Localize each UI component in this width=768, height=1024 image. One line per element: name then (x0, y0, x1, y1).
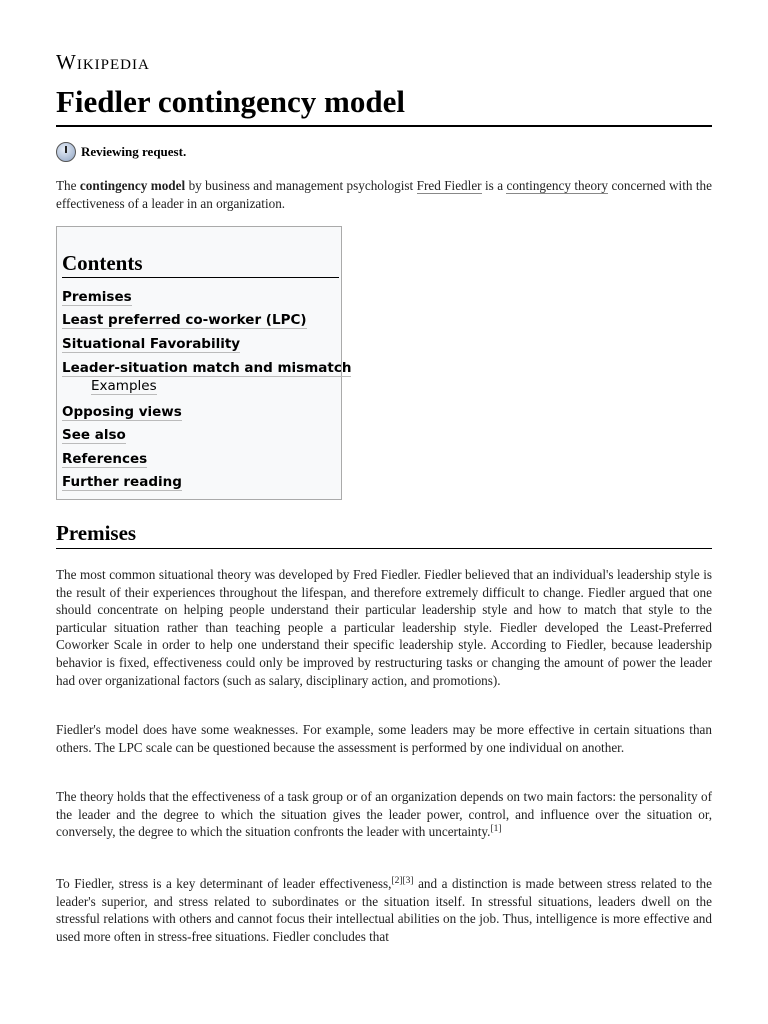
intro-text: by business and management psychologist (185, 178, 417, 193)
paragraph-text: and a distinction is made between stress related to the leader's superior, and stress related to subordinates or the situation itself. In stressful situations, leaders dwell on the stressful relations with others and cannot focus their intellectual abilities on the job. Thus, intelligence is more effective and used more often in stress-free situations. Fiedler concludes that (56, 876, 712, 944)
intro-bold-term: contingency model (79, 178, 186, 193)
section-heading-premises: Premises (56, 521, 137, 545)
citation-1[interactable]: [1] (490, 824, 502, 835)
paragraph-text: The theory holds that the effectiveness of a task group or of an organization depends on two main factors: the personality of the leader and the degree to which the situation gives the leader power, control, and influence over the situation or, conversely, the degree to which the situation confronts the leader with uncertainty. (56, 789, 712, 840)
table-of-contents (56, 226, 352, 500)
toc-item-opposing-views[interactable]: Opposing views (62, 404, 182, 420)
premises-paragraph-1: The most common situational theory was developed by Fred Fiedler. Fiedler believed that an individual's leadership style is the result of their experiences throughout the lifespan, and therefore extremely difficult to change. Fiedler argued that one should concentrate on helping people understand their particular leadership style and how to match that style to the particular situation rather than teaching people a particular leadership style. Fiedler developed the Least-Preferred Coworker Scale in order to help one understand their specific leadership style. According to Fiedler, because leadership behavior is fixed, effectiveness could only be improved by restructuring tasks or changing the amount of power the leader had over organizational factors (such as salary, disciplinary action, and promotions). (56, 567, 712, 688)
status-text: Reviewing request. (81, 144, 187, 159)
link-fred-fiedler[interactable]: Fred Fiedler (416, 178, 482, 193)
toc-item-see-also[interactable]: See also (62, 427, 126, 443)
link-contingency-theory[interactable]: contingency theory (506, 178, 609, 193)
toc-item-references[interactable]: References (62, 451, 148, 467)
toc-item-premises[interactable]: Premises (62, 289, 132, 305)
section-divider (56, 548, 712, 549)
citation-2[interactable]: [2] (391, 876, 403, 886)
intro-text: concerned with the effectiveness of a leader in an organization. (56, 178, 713, 211)
toc-item-examples[interactable]: Examples (91, 378, 157, 394)
status-notice (56, 142, 186, 162)
premises-paragraph-2: Fiedler's model does have some weaknesses. For example, some leaders may be more effective in certain situations than others. The LPC scale can be questioned because the assessment is performed by one individual on another. (56, 722, 712, 755)
toc-item-further-reading[interactable]: Further reading (62, 474, 182, 490)
toc-title: Contents (62, 251, 339, 278)
title-divider (56, 125, 712, 127)
wikipedia-wordmark[interactable]: Wikipedia (56, 50, 150, 74)
page-title: Fiedler contingency model (56, 84, 405, 119)
intro-text: is a (481, 178, 507, 193)
toc-item-lpc[interactable]: Least preferred co-worker (LPC) (62, 312, 307, 328)
paragraph-text: To Fiedler, stress is a key determinant of leader effectiveness, (56, 876, 392, 891)
toc-item-leader-situation-match[interactable]: Leader-situation match and mismatch (62, 360, 352, 376)
clock-icon (56, 142, 76, 162)
premises-paragraph-4 (56, 875, 712, 945)
intro-paragraph (56, 177, 712, 212)
toc-item-situational-favorability[interactable]: Situational Favorability (62, 336, 241, 352)
citation-3[interactable]: [3] (402, 876, 414, 886)
intro-text: The (56, 178, 80, 193)
premises-paragraph-3 (56, 788, 712, 841)
